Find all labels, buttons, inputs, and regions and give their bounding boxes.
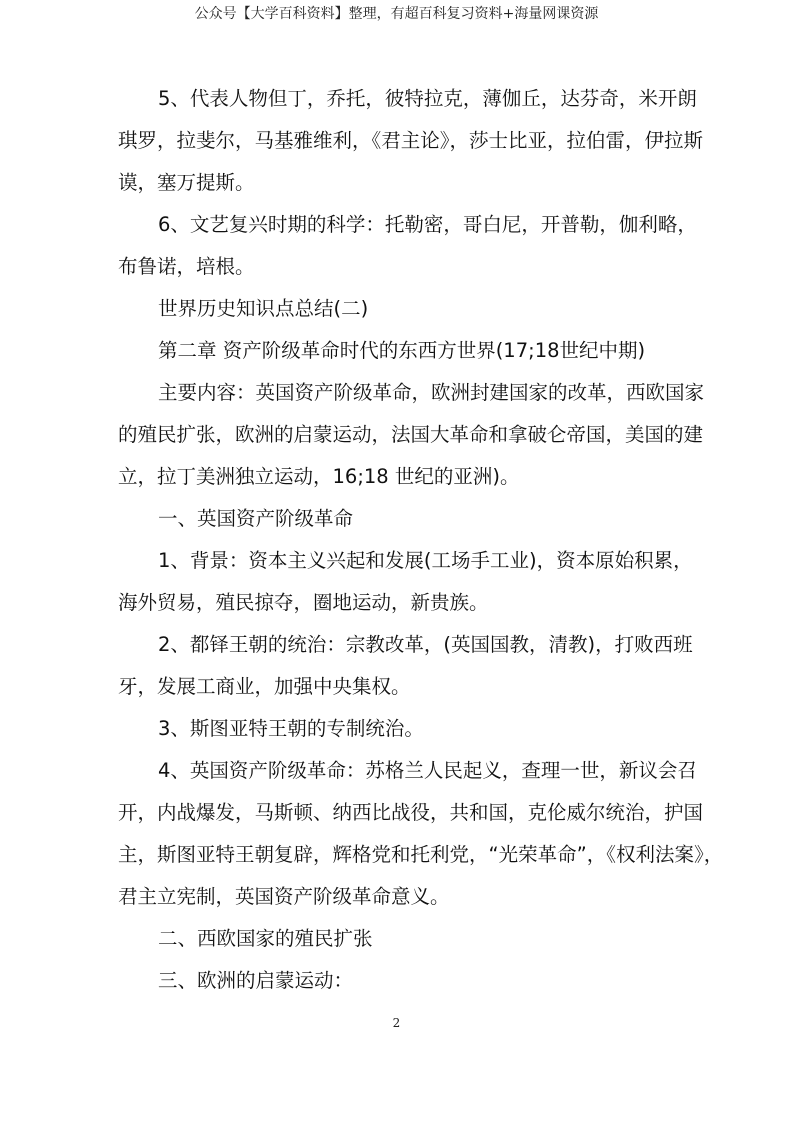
text-line: 6、文艺复兴时期的科学：托勒密，哥白尼，开普勒，伽利略， [158,213,697,236]
text-line: 2、都铎王朝的统治：宗教改革，(英国国教，清教)，打败西班 [158,633,693,656]
chapter-title: 第二章 资产阶级革命时代的东西方世界(17;18世纪中期) [158,339,646,362]
text-line: 立，拉丁美洲独立运动，16;18 世纪的亚洲)。 [118,465,520,488]
section-title: 世界历史知识点总结(二) [158,297,369,320]
text-line: 5、代表人物但丁，乔托，彼特拉克，薄伽丘，达芬奇，米开朗 [158,87,697,110]
text-line: 4、英国资产阶级革命：苏格兰人民起义，查理一世，新议会召 [158,759,697,782]
section-heading: 一、英国资产阶级革命 [158,507,354,530]
page-number: 2 [392,1016,401,1030]
section-heading: 三、欧洲的启蒙运动： [158,969,354,992]
text-line: 布鲁诺，培根。 [118,255,255,278]
section-heading: 二、西欧国家的殖民扩张 [158,927,373,950]
text-line: 君主立宪制，英国资产阶级革命意义。 [118,885,450,908]
text-line: 牙，发展工商业，加强中央集权。 [118,675,411,698]
text-line: 谟，塞万提斯。 [118,171,255,194]
text-line: 海外贸易，殖民掠夺，圈地运动，新贵族。 [118,591,489,614]
text-line: 琪罗，拉斐尔，马基雅维利，《君主论》，莎士比亚，拉伯雷，伊拉斯 [118,129,704,152]
text-line: 开，内战爆发，马斯顿、纳西比战役，共和国，克伦威尔统治，护国 [118,801,704,824]
document-body [118,78,724,1002]
text-line: 主要内容：英国资产阶级革命，欧洲封建国家的改革，西欧国家 [158,381,705,404]
text-line: 的殖民扩张，欧洲的启蒙运动，法国大革命和拿破仑帝国，美国的建 [118,423,704,446]
page-header: 公众号【大学百科资料】整理，有超百科复习资料+海量网课资源 [194,6,599,22]
text-line: 主，斯图亚特王朝复辟，辉格党和托利党，“光荣革命”，《权利法案》， [118,843,724,866]
text-line: 1、背景：资本主义兴起和发展(工场手工业)，资本原始积累， [158,549,693,572]
text-line: 3、斯图亚特王朝的专制统治。 [158,717,424,740]
